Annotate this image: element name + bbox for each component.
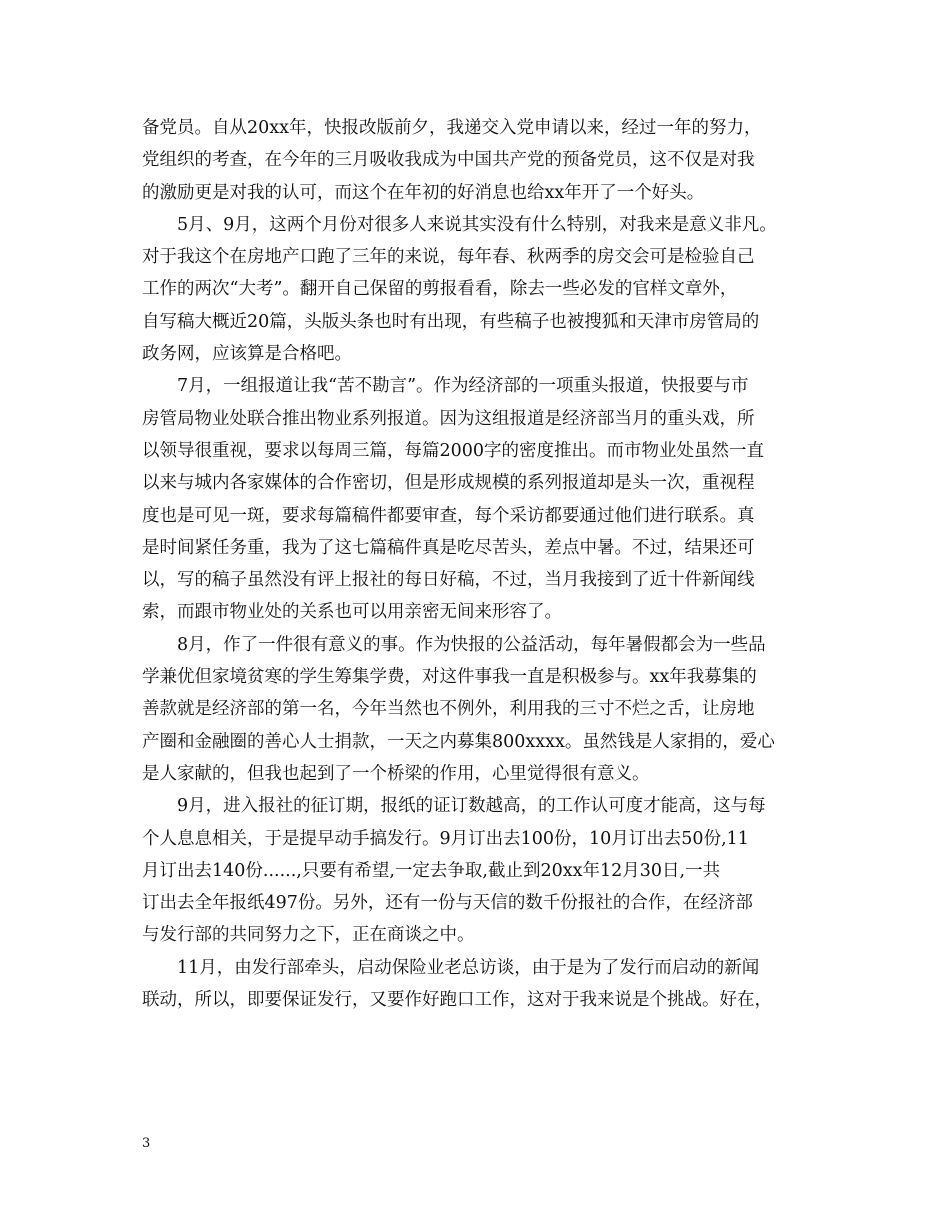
- text-line: 房管局物业处联合推出物业系列报道。因为这组报道是经济部当月的重头戏，所: [142, 408, 755, 429]
- text-line: 备党员。自从20xx年，快报改版前夕，我递交入党申请以来，经过一年的努力，: [142, 118, 762, 138]
- text-line: 以，写的稿子虽然没有评上报社的每日好稿，不过，当月我接到了近十件新闻线: [142, 570, 755, 591]
- text-line: 善款就是经济部的第一名，今年当然也不例外，利用我的三寸不烂之舌，让房地: [142, 699, 755, 720]
- body-text: [142, 112, 822, 1016]
- text-line: 8月，作了一件很有意义的事。作为快报的公益活动，每年暑假都会为一些品: [142, 634, 766, 655]
- text-line: 党组织的考查，在今年的三月吸收我成为中国共产党的预备党员，这不仅是对我: [142, 150, 755, 171]
- text-line: 产圈和金融圈的善心人士捐款，一天之内募集800xxxx。虽然钱是人家捐的，爱心: [142, 731, 775, 752]
- text-line: 索，而跟市物业处的关系也可以用亲密无间来形容了。: [142, 602, 562, 623]
- paragraph-september: [142, 790, 822, 951]
- paragraph-november: [142, 952, 822, 1017]
- text-line: 个人息息相关，于是提早动手搞发行。9月订出去100份，10月订出去50份,11: [142, 828, 749, 849]
- text-line: 是时间紧任务重，我为了这七篇稿件真是吃尽苦头，差点中暑。不过，结果还可: [142, 537, 755, 558]
- text-line: 与发行部的共同努力之下，正在商谈之中。: [142, 925, 475, 946]
- text-line: 11月，由发行部牵头，启动保险业老总访谈，由于是为了发行而启动的新闻: [142, 957, 760, 978]
- text-line: 月订出去140份......,只要有希望,一定去争取,截止到20xx年12月30日,一共: [142, 860, 721, 881]
- text-line: 以领导很重视，要求以每周三篇，每篇2000字的密度推出。而市物业处虽然一直: [142, 440, 765, 461]
- paragraph-party-membership: [142, 112, 822, 209]
- text-line: 7月，一组报道让我“苦不勘言”。作为经济部的一项重头报道，快报要与市: [142, 376, 749, 397]
- text-line: 政务网，应该算是合格吧。: [142, 344, 352, 365]
- text-line: 以来与城内各家媒体的合作密切，但是形成规模的系列报道却是头一次，重视程: [142, 473, 755, 494]
- text-line: 度也是可见一斑，要求每篇稿件都要审查，每个采访都要通过他们进行联系。真: [142, 505, 755, 526]
- text-line: 联动，所以，即要保证发行，又要作好跑口工作，这对于我来说是个挑战。好在，: [142, 990, 772, 1011]
- paragraph-august: [142, 629, 822, 790]
- text-line: 是人家献的，但我也起到了一个桥梁的作用，心里觉得很有意义。: [142, 763, 650, 784]
- text-line: 学兼优但家境贫寒的学生筹集学费，对这件事我一直是积极参与。xx年我募集的: [142, 667, 757, 688]
- page-number: 3: [142, 1136, 151, 1151]
- text-line: 9月，进入报社的征订期，报纸的证订数越高，的工作认可度才能高，这与每: [142, 796, 766, 817]
- text-line: 的激励更是对我的认可，而这个在年初的好消息也给xx年开了一个好头。: [142, 182, 705, 203]
- text-line: 自写稿大概近20篇，头版头条也时有出现，有些稿子也被搜狐和天津市房管局的: [142, 311, 760, 332]
- text-line: 对于我这个在房地产口跑了三年的来说，每年春、秋两季的房交会可是检验自己: [142, 247, 755, 268]
- text-line: 订出去全年报纸497份。另外，还有一份与天信的数千份报社的合作，在经济部: [142, 893, 753, 914]
- text-line: 工作的两次“大考”。翻开自己保留的剪报看看，除去一些必发的官样文章外，: [142, 279, 738, 300]
- paragraph-july: [142, 370, 822, 628]
- text-line: 5月、9月，这两个月份对很多人来说其实没有什么特别，对我来是意义非凡。: [142, 214, 777, 235]
- paragraph-may-september: [142, 209, 822, 370]
